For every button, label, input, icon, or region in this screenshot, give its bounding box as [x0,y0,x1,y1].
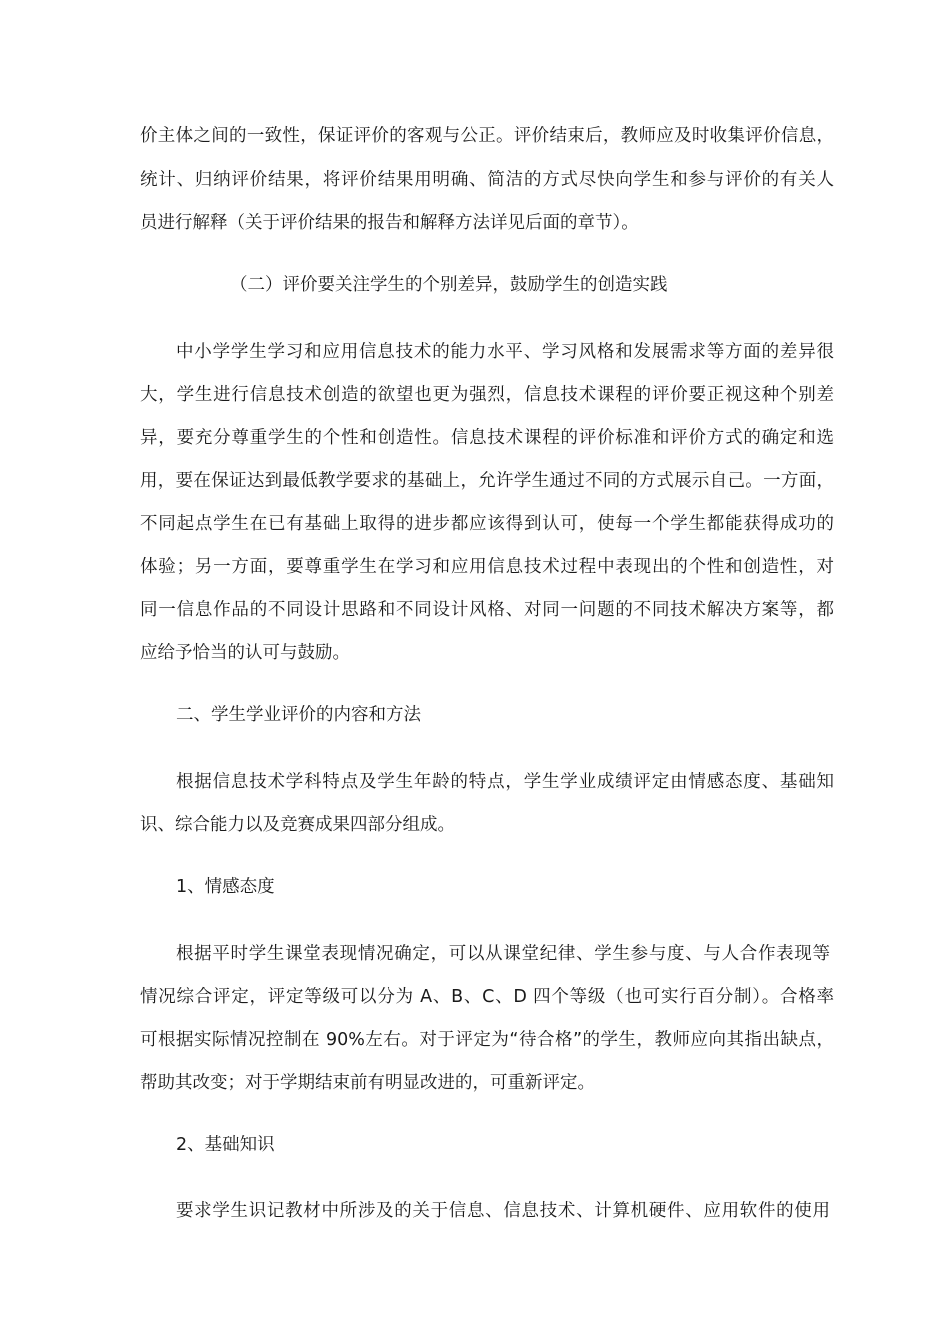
paragraph-line: 应给予恰当的认可与鼓励。 [140,643,350,663]
paragraph-line: 可根据实际情况控制在 90%左右。对于评定为“待合格”的学生，教师应向其指出缺点， [140,1030,834,1050]
section-heading: 二、学生学业评价的内容和方法 [176,705,421,725]
paragraph-line: 中小学学生学习和应用信息技术的能力水平、学习风格和发展需求等方面的差异很 [176,342,834,362]
paragraph-line: 体验；另一方面，要尊重学生在学习和应用信息技术过程中表现出的个性和创造性，对 [140,557,834,577]
paragraph-line: 同一信息作品的不同设计思路和不同设计风格、对同一问题的不同技术解决方案等，都 [140,600,834,620]
subsection-heading: （二）评价要关注学生的个别差异，鼓励学生的创造实践 [230,275,668,295]
paragraph-line: 不同起点学生在已有基础上取得的进步都应该得到认可，使每一个学生都能获得成功的 [140,514,834,534]
paragraph-line: 要求学生识记教材中所涉及的关于信息、信息技术、计算机硬件、应用软件的使用 [176,1201,830,1221]
item-heading: 1、情感态度 [176,877,275,897]
paragraph-line: 用，要在保证达到最低教学要求的基础上，允许学生通过不同的方式展示自己。一方面， [140,471,834,491]
paragraph-line: 异，要充分尊重学生的个性和创造性。信息技术课程的评价标准和评价方式的确定和选 [140,428,834,448]
item-heading: 2、基础知识 [176,1135,275,1155]
paragraph-line: 根据平时学生课堂表现情况确定，可以从课堂纪律、学生参与度、与人合作表现等 [176,944,830,964]
paragraph-line: 价主体之间的一致性，保证评价的客观与公正。评价结束后，教师应及时收集评价信息， [140,126,834,146]
paragraph-line: 帮助其改变；对于学期结束前有明显改进的，可重新评定。 [140,1073,595,1093]
paragraph-line: 员进行解释（关于评价结果的报告和解释方法详见后面的章节）。 [140,213,639,233]
paragraph-line: 根据信息技术学科特点及学生年龄的特点，学生学业成绩评定由情感态度、基础知 [176,772,834,792]
paragraph-line: 识、综合能力以及竞赛成果四部分组成。 [140,815,455,835]
paragraph-line: 大，学生进行信息技术创造的欲望也更为强烈，信息技术课程的评价要正视这种个别差 [140,385,834,405]
paragraph-line: 情况综合评定，评定等级可以分为 A、B、C、D 四个等级（也可实行百分制）。合格率 [140,987,834,1007]
paragraph-line: 统计、归纳评价结果，将评价结果用明确、简洁的方式尽快向学生和参与评价的有关人 [140,170,834,190]
